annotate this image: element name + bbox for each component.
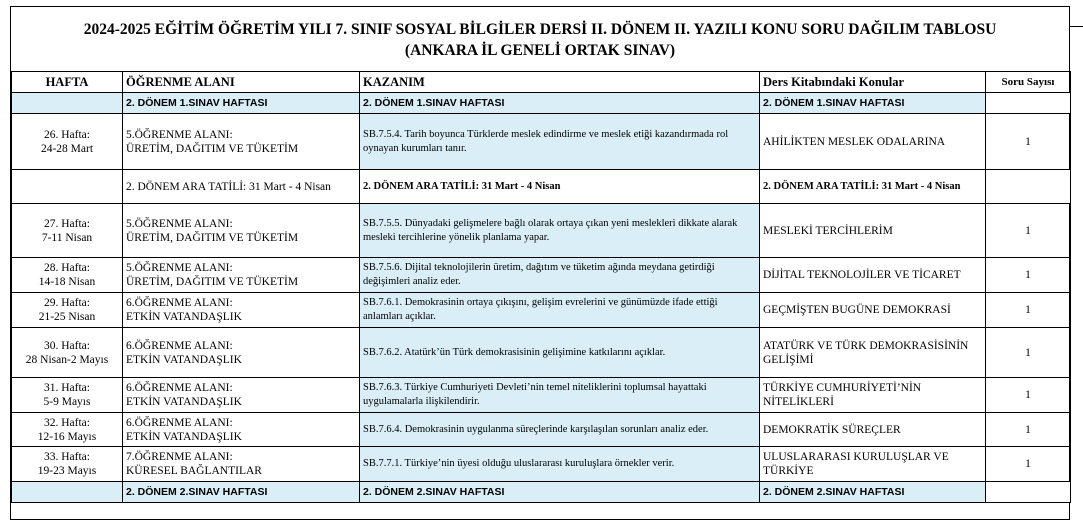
kazanim-cell: SB.7.5.4. Tarih boyunca Türklerde meslek edindirme ve meslek etiği kazandırmada rol oynayan kurumları tanır. [360,114,760,170]
holiday-alan: 2. DÖNEM ARA TATİLİ: 31 Mart - 4 Nisan [123,170,360,204]
konular-cell: AHİLİKTEN MESLEK ODALARINA [760,114,986,170]
alan-name: ETKİN VATANDAŞLIK [126,353,242,366]
hafta-label: 28. Hafta: [44,262,90,274]
hafta-dates: 21-25 Nisan [38,311,96,323]
title-line-2: (ANKARA İL GENELİ ORTAK SINAV) [404,42,676,59]
exam-week-konular: 2. DÖNEM 2.SINAV HAFTASI [760,482,986,503]
konular-cell: DEMOKRATİK SÜREÇLER [760,413,986,447]
table-row-week-30 [12,328,1071,378]
kazanim-cell: SB.7.6.2. Atatürk’ün Türk demokrasisinin gelişimine katkılarını açıklar. [360,328,760,378]
table-cell-empty [986,482,1071,503]
hafta-label: 30. Hafta: [44,339,90,352]
hafta-dates: 7-11 Nisan [41,231,93,244]
alan-label: 6.ÖĞRENME ALANI: [126,297,233,309]
alan-name: ETKİN VATANDAŞLIK [126,430,242,443]
konular-cell: ULUSLARARASI KURULUŞLAR VE TÜRKİYE [760,447,986,482]
hafta-dates: 19-23 Mayıs [37,465,97,477]
header-kazanim: KAZANIM [360,72,760,93]
title-line-1: 2024-2025 EĞİTİM ÖĞRETİM YILI 7. SINIF SOSYAL BİLGİLER DERSİ II. DÖNEM II. YAZILI KONU SORU DAĞILIM TABLOSU [83,21,997,38]
alan-cell [123,258,360,293]
header-ogrenme-alani: ÖĞRENME ALANI [123,72,360,93]
table-row-week-28 [12,258,1071,293]
hafta-label: 33. Hafta: [44,451,90,463]
alan-label: 6.ÖĞRENME ALANI: [126,339,233,352]
table-row-week-31 [12,378,1071,413]
hafta-cell [12,204,123,258]
kazanim-cell: SB.7.5.6. Dijital teknolojilerin üretim, dağıtım ve tüketim ağında meydana getirdiği değişimleri analiz eder. [360,258,760,293]
hafta-cell [12,293,123,328]
exam-week-alan: 2. DÖNEM 1.SINAV HAFTASI [123,93,360,114]
table-row-week-29 [12,293,1071,328]
hafta-dates: 5-9 Mayıs [43,396,91,408]
kazanim-cell: SB.7.7.1. Türkiye’nin üyesi olduğu uluslararası kuruluşlara örnekler verir. [360,447,760,482]
exam-week-konular: 2. DÖNEM 1.SINAV HAFTASI [760,93,986,114]
soru-cell: 1 [986,378,1071,413]
kazanim-cell: SB.7.6.1. Demokrasinin ortaya çıkışını, gelişim evrelerini ve günümüzde ifade ettiği anlamları açıklar. [360,293,760,328]
exam-week-alan: 2. DÖNEM 2.SINAV HAFTASI [123,482,360,503]
konular-cell: DİJİTAL TEKNOLOJİLER VE TİCARET [760,258,986,293]
holiday-konular: 2. DÖNEM ARA TATİLİ: 31 Mart - 4 Nisan [760,170,986,204]
alan-label: 6.ÖĞRENME ALANI: [126,382,233,394]
alan-cell [123,413,360,447]
soru-cell: 1 [986,447,1071,482]
hafta-cell [12,114,123,170]
table-row-week-32 [12,413,1071,447]
table-cell-empty [12,93,123,114]
alan-name: ÜRETİM, DAĞITIM VE TÜKETİM [126,142,299,155]
document-frame [10,6,1070,520]
alan-label: 6.ÖĞRENME ALANI: [126,416,233,429]
header-hafta: HAFTA [12,72,123,93]
header-soru-sayisi: Soru Sayısı [986,72,1071,93]
table-row-week-26 [12,114,1071,170]
alan-label: 5.ÖĞRENME ALANI: [126,128,233,141]
konular-cell: ATATÜRK VE TÜRK DEMOKRASİSİNİN GELİŞİMİ [760,328,986,378]
alan-label: 5.ÖĞRENME ALANI: [126,262,233,274]
table-cell-empty [986,93,1071,114]
hafta-dates: 12-16 Mayıs [37,430,97,443]
kazanim-cell: SB.7.5.5. Dünyadaki gelişmelere bağlı olarak ortaya çıkan yeni meslekleri dikkate alarak mesleki tercihlerine yönelik planlama yapar. [360,204,760,258]
table-row-holiday [12,170,1071,204]
soru-cell: 1 [986,204,1071,258]
hafta-dates: 14-18 Nisan [38,276,96,288]
topic-distribution-table [11,71,1071,503]
soru-cell: 1 [986,328,1071,378]
konular-cell: GEÇMİŞTEN BUGÜNE DEMOKRASİ [760,293,986,328]
page-edge-mark [1070,26,1083,27]
soru-cell: 1 [986,413,1071,447]
hafta-label: 26. Hafta: [44,128,90,141]
soru-cell: 1 [986,293,1071,328]
alan-cell [123,114,360,170]
alan-name: ETKİN VATANDAŞLIK [126,396,242,408]
exam-week-kazanim: 2. DÖNEM 2.SINAV HAFTASI [360,482,760,503]
alan-name: KÜRESEL BAĞLANTILAR [126,465,262,477]
hafta-cell [12,258,123,293]
table-row-week-27 [12,204,1071,258]
hafta-cell [12,378,123,413]
hafta-label: 32. Hafta: [44,416,90,429]
alan-label: 5.ÖĞRENME ALANI: [126,217,233,230]
alan-cell [123,447,360,482]
alan-cell [123,378,360,413]
table-header-row [12,72,1071,93]
alan-name: ETKİN VATANDAŞLIK [126,311,242,323]
hafta-dates: 28 Nisan-2 Mayıs [25,353,109,366]
table-cell-empty [12,170,123,204]
alan-cell [123,204,360,258]
document-title [11,19,1069,61]
exam-week-row-2 [12,482,1071,503]
table-row-week-33 [12,447,1071,482]
alan-name: ÜRETİM, DAĞITIM VE TÜKETİM [126,231,299,244]
kazanim-cell: SB.7.6.3. Türkiye Cumhuriyeti Devleti’nin temel niteliklerini toplumsal hayattaki uygulamalarla ilişkilendirir. [360,378,760,413]
hafta-label: 27. Hafta: [44,217,90,230]
konular-cell: MESLEKİ TERCİHLERİM [760,204,986,258]
kazanim-cell: SB.7.6.4. Demokrasinin uygulanma süreçlerinde karşılaşılan sorunları analiz eder. [360,413,760,447]
exam-week-row-1 [12,93,1071,114]
header-konular: Ders Kitabındaki Konular [760,72,986,93]
exam-week-kazanim: 2. DÖNEM 1.SINAV HAFTASI [360,93,760,114]
soru-cell: 1 [986,114,1071,170]
hafta-label: 31. Hafta: [44,382,90,394]
table-cell-empty [986,170,1071,204]
hafta-cell [12,413,123,447]
soru-cell: 1 [986,258,1071,293]
alan-cell [123,328,360,378]
hafta-cell [12,328,123,378]
table-cell-empty [12,482,123,503]
hafta-label: 29. Hafta: [44,297,90,309]
holiday-kazanim: 2. DÖNEM ARA TATİLİ: 31 Mart - 4 Nisan [360,170,760,204]
hafta-cell [12,447,123,482]
konular-cell: TÜRKİYE CUMHURİYETİ’NİN NİTELİKLERİ [760,378,986,413]
alan-cell [123,293,360,328]
alan-label: 7.ÖĞRENME ALANI: [126,451,233,463]
alan-name: ÜRETİM, DAĞITIM VE TÜKETİM [126,276,299,288]
hafta-dates: 24-28 Mart [40,142,94,155]
